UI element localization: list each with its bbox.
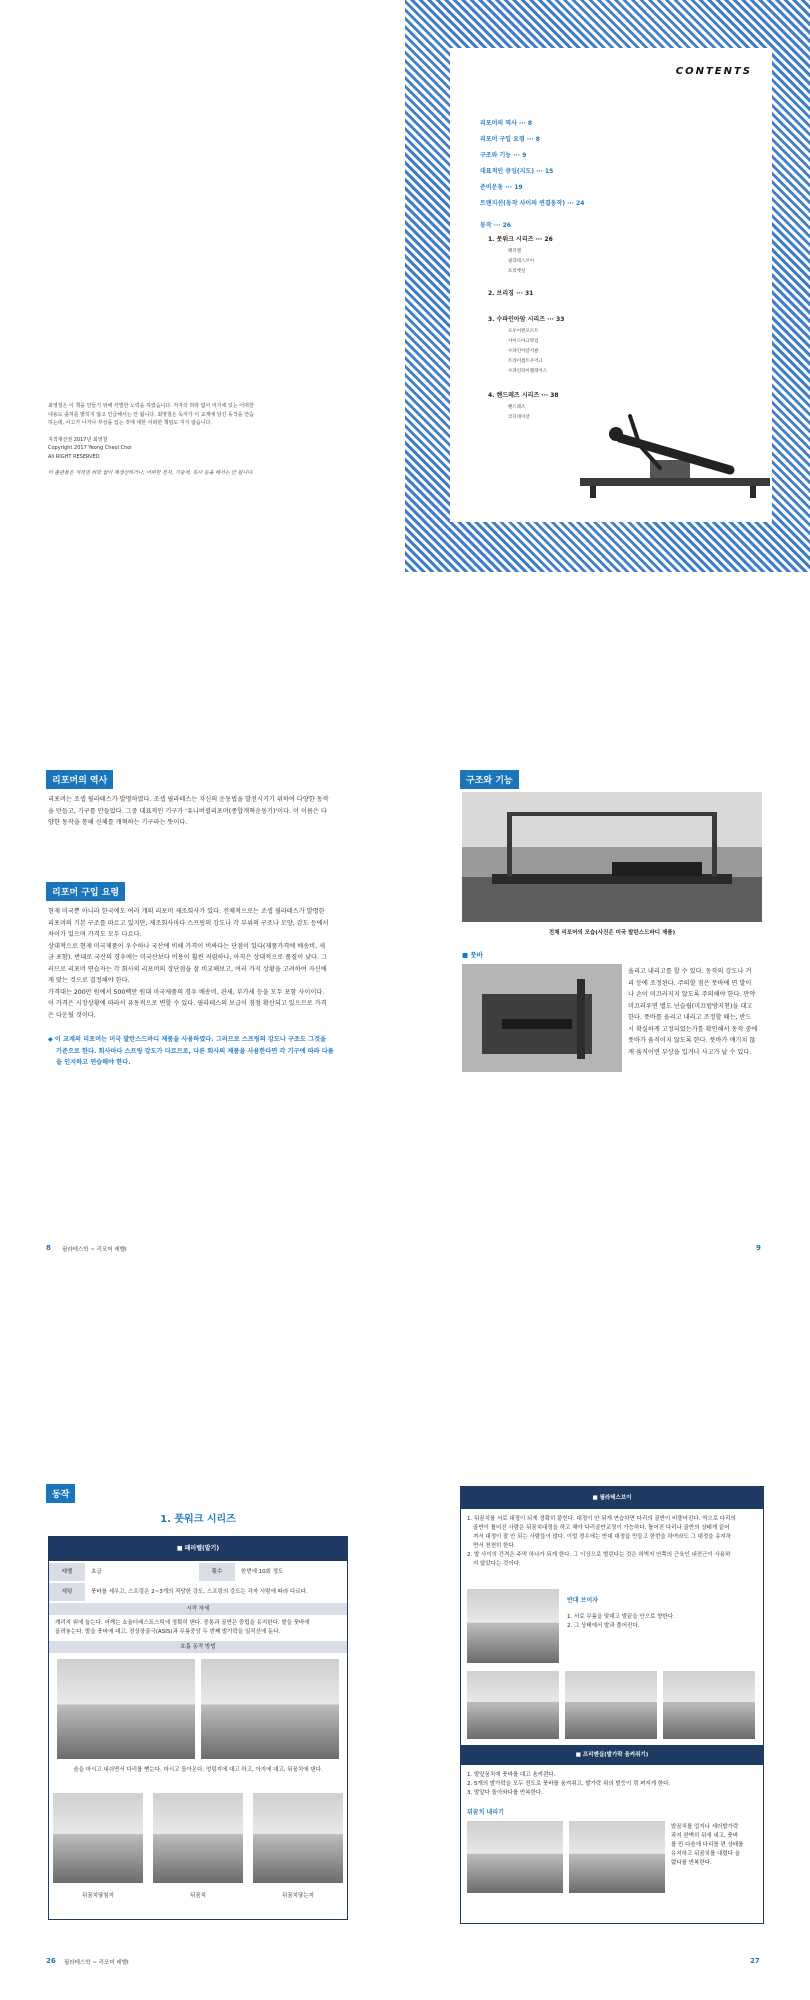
footbar-line: 올리고 내리고를 할 수 있다. 동작의 강도나 거 <box>628 968 752 975</box>
heel-photo-2 <box>569 1821 665 1893</box>
pilates-side-plank-photo <box>580 408 770 498</box>
breath-label: 호흡 동작 방법 <box>49 1641 347 1653</box>
foot-caption: 뒤꿈치닿는지 <box>282 1893 314 1899</box>
prehensile-photo-3 <box>663 1671 755 1739</box>
parallel-table-title: ■ 패러렐(발기) <box>49 1537 347 1561</box>
footbar-line: 한다. 풋바를 올리고 내리고 조정할 때는, 반드 <box>628 1014 752 1021</box>
spacer <box>48 461 348 469</box>
parallel-photo-end <box>201 1659 339 1759</box>
reverse-v-label: 반대 브이자 <box>567 1597 599 1604</box>
toc-series-item: 수파인아암서클 <box>508 349 539 354</box>
reformer-illustration <box>462 792 762 922</box>
purchase-line: 은 다운될 것이다. <box>48 1011 96 1019</box>
reps-value: 한번에 10회 정도 <box>241 1569 284 1575</box>
start-text <box>55 1619 341 1637</box>
copyright-line: Copyright 2017 Yeong Cheol Choi <box>48 445 132 451</box>
prehensile-title: ■ 프리헨실(발가락 움켜쥐기) <box>461 1745 763 1765</box>
foot-photo-1 <box>53 1793 143 1883</box>
heel-line: 를 민 다음에 다리를 편 상태를 <box>671 1842 744 1848</box>
history-heading: 리포머의 역사 <box>46 770 113 789</box>
purchase-line: 이 가격은 시장상황에 따라서 유동적으로 변할 수 있다. 필라테스의 보급이 점점 확산되고 있으므로 가격 <box>48 1000 327 1007</box>
footbar-text <box>628 966 768 1058</box>
heel-line: 발꿈치를 업지나 세러발가락 <box>671 1824 739 1830</box>
copyright-line: 지적재산권 2017년 최영철 <box>48 436 108 443</box>
series-title: 1. 풋워크 시리즈 <box>160 1514 236 1525</box>
pilates-v-line: 골반이 틀어진 사람은 뒤꿈치대정을 하고 해야 다리골반교정이 가능하다. 틀어진 다리나 골반의 상태게 끝어 <box>473 1525 730 1531</box>
foot-photo-2 <box>153 1793 243 1883</box>
prehensile-photo-2 <box>565 1671 657 1739</box>
movements-heading: 동작 <box>46 1484 75 1503</box>
parallel-table <box>48 1536 348 1920</box>
footbar-line: 나 손이 미끄러지지 않도록 주의해야 한다. 만약 <box>628 991 756 998</box>
purchase-note <box>48 1034 388 1069</box>
note-line: 기준으로 한다. 회사마다 스프링 강도가 다르므로, 다른 회사의 제품을 사용한다면 각 기구에 따라 다름 <box>56 1047 334 1055</box>
foot-caption: 뒤꿈치닿침지 <box>82 1893 114 1899</box>
toc-series: 4. 핸드레즈 시리즈 ··· 38 <box>488 392 559 399</box>
footer-title: 필라테스학 ~ 리포머 레벨I <box>62 1247 127 1253</box>
purchase-line: 현재 미국뿐 아니라 한국에도 여러 개의 리포머 제조회사가 있다. 전체적으로는 조셉 필라테스가 발명한 <box>48 908 325 915</box>
spacer <box>48 428 348 436</box>
pilates-v-panel <box>460 1486 764 1924</box>
heel-line: 유지하고 뒤꿈치를 내렸다 올 <box>671 1851 741 1857</box>
structure-heading: 구조와 기능 <box>460 770 519 789</box>
pilates-v-line: 1. 뒤꿈치를 서로 대정이 되게 정확히 붙힌다. 대정이 안 되게 연습하면 다리의 골반이 비뚤어진다. 역으로 다리의 <box>467 1516 736 1522</box>
copyright-warning: 이 출판물은 저작권 허락 없이 재생산하거나, 어떠한 전자, 기술적, 복사 등을 해서는 안 됩니다. <box>48 470 254 476</box>
copyright-notice <box>48 402 348 478</box>
prehensile-photo-1 <box>467 1671 559 1739</box>
toc-series-item: 코디네이션 <box>508 415 530 420</box>
toc-item: 준비운동 ··· 19 <box>480 184 523 191</box>
prehensile-step: 3. 발앞다 돌아와다를 반복한다. <box>467 1790 543 1796</box>
history-text <box>48 794 388 829</box>
level-value: 초급 <box>91 1569 102 1575</box>
setting-label: 세팅 <box>49 1583 85 1601</box>
toc-series: 3. 수파인아암 시리즈 ··· 33 <box>488 316 565 323</box>
start-line: 올려놓는다. 발을 풋바에 대고, 전상장골극(ASIS)과 무릎중앙 두 번째 발가락을 일직선에 둔다. <box>55 1629 281 1635</box>
prehensile-step: 2. 5개의 발가락을 모두 전도로 풋바를 움켜쥐고, 발가락 위의 발등이 꺾 펴지게 한다. <box>467 1781 671 1787</box>
setting-value: 풋바를 세우고, 스프링은 2~3개의 적당한 강도, 스프링의 강도는 각자 사람에 따라 다르다. <box>91 1589 308 1595</box>
reverse-v-step: 1. 서로 무릎을 맞대고 발끝을 안으로 향한다. <box>567 1614 675 1620</box>
toc-item: 대표적인 큐잉(지도) ··· 15 <box>480 168 554 175</box>
purchase-line: 차이가 있으며 가격도 모두 다르다. <box>48 931 142 938</box>
footbar-line: 리 등에 조정된다. 주의할 점은 풋바에 면 발이 <box>628 979 752 987</box>
toc-series-item: 트라이셉트우어크 <box>508 359 543 364</box>
contents-title: CONTENTS <box>675 66 752 77</box>
breath-caption: 숨을 마시고 내쉬면서 다리를 뻗는다. 마시고 돌아온다. 엉덩지에 대고 하고, 아지에 대고, 뒤꿈치에 댄다. <box>73 1767 323 1773</box>
toc-item: 구조와 기능 ··· 9 <box>480 152 527 159</box>
toc-movements: 동작 ··· 26 <box>480 222 511 229</box>
purchase-line: 상대적으로 현재 미국제품이 우수하나 국산에 비해 가격이 비싸다는 단점이 있다(제품가격에 배송비, 세 <box>48 942 326 950</box>
level-label: 레벨 <box>49 1563 85 1581</box>
purchase-text <box>48 906 388 1021</box>
toc-series-item: 패러렐 <box>508 249 522 254</box>
toc-item: 리포머 구입 요령 ··· 8 <box>480 136 540 143</box>
toc-series-item: 프리헷실 <box>508 269 526 274</box>
pilates-v-line: 지 않았다는 것이다. <box>473 1561 521 1567</box>
pilates-v-line: 2. 발 사이의 간격은 주먹 하나가 되게 한다. 그 이상으로 벌린다는 것은 허벅지 안쪽의 근육인 내전근이 사용하 <box>467 1552 731 1558</box>
contents-panel <box>450 48 772 522</box>
heel-label: 뒤꿈치 내리기 <box>467 1809 504 1816</box>
reverse-v-step: 2. 그 상태에서 발과 풀어진다. <box>567 1623 640 1629</box>
page-number-left: 26 <box>46 1957 56 1965</box>
copyright-line: 내용도 출처를 밝히지 않고 인급해서는 안 됩니다. 최영철은 독자가 이 교재에 담긴 동작을 연습 <box>48 411 254 418</box>
toc-series-item: 수파인라이펠레이스 <box>508 369 548 374</box>
history-line: 양한 동작을 통해 신체를 개혁하는 기구라는 뜻이다. <box>48 819 188 826</box>
toc-series: 2. 브리징 ··· 31 <box>488 290 534 297</box>
prehensile-steps <box>467 1771 759 1798</box>
reps-label: 횟수 <box>199 1563 235 1581</box>
footbar-line: 게 움직이면 부상을 입거나 사고가 날 수 있다. <box>628 1048 752 1056</box>
toc-item: 트랜지션(동작 사이의 연결동작) ··· 24 <box>480 200 585 207</box>
heel-text <box>671 1823 759 1868</box>
history-line: 을 만들고, 기구를 만들었다. 그중 대표적인 기구가 '유니버셜리포머(종합개혁운동기)'이다. 이 이름은 다 <box>48 807 327 815</box>
foot-photo-3 <box>253 1793 343 1883</box>
history-line: 리포머는 조셉 필라테스가 발명하였다. 조셉 필라테스는 자신의 운동법을 발전시키기 위하여 다양한 동작 <box>48 796 329 803</box>
start-line: 캐리지 위에 눕는다. 어깨는 쇼울더레스트스틱에 정확히 댄다. 중통과 골반은 중립을 유지한다. 발을 풋바에 <box>55 1620 310 1626</box>
structure-caption: 전체 리포머의 모습(사진은 미국 발란스드바디 제품) <box>548 930 676 936</box>
pilates-v-line: 면서 천천히 한다. <box>473 1543 516 1549</box>
purchase-line: 가격대는 200만 원에서 500백만 원대 미국제품의 경우 배송비, 관세, 부가세 등을 모두 포함 사이이다. <box>48 988 325 996</box>
footbar-line: 미끄러우면 별도 넌슬립(미끄럼방지천)을 대고 <box>628 1002 753 1010</box>
footbar-illustration <box>462 964 622 1072</box>
pilates-v-line: 져서 대정이 잘 안 되는 사람들이 많다. 이럴 경우에는 반대 대정을 만들고 한번을 하여라도 그 대정을 유지하 <box>473 1534 732 1540</box>
pilates-v-photo <box>467 1589 559 1663</box>
parallel-photo-start <box>57 1659 195 1759</box>
note-line: 을 인지하고 연습해야 한다. <box>56 1059 131 1066</box>
reformer-photo <box>462 792 762 922</box>
start-label: 시작 자세 <box>49 1603 347 1615</box>
purchase-line: 게 맞는 것으로 결정해야 한다. <box>48 977 130 984</box>
toc-series-item: 필라테스브이 <box>508 259 535 264</box>
page-number-right: 27 <box>750 1957 760 1965</box>
foot-caption: 뒤꿈치 <box>190 1893 206 1899</box>
copyright-line: 하는데, 사고가 나거나 부상을 입는 것에 대한 어떠한 책임도 지지 않습니다. <box>48 420 212 426</box>
pilates-v-title: ■ 필라테스브이 <box>461 1487 763 1509</box>
toc-item: 리포머의 역사 ··· 8 <box>480 120 533 127</box>
page-number-left: 8 <box>46 1244 51 1252</box>
footbar-photo <box>462 964 622 1072</box>
footer-title: 필라테스학 ~ 리포머 레벨I <box>64 1960 129 1966</box>
purchase-line: 금 포함). 반대로 국산의 경우에는 미국산보다 비용이 훨씬 저렴하나, 아직은 상대적으로 품질이 낮다. 그 <box>48 954 327 961</box>
prehensile-step: 1. 발앞꿈치에 풋바를 대고 움켜쥔다. <box>467 1772 556 1778</box>
toc-series-item: 포우어엔포르트 <box>508 329 539 334</box>
purchase-line: 러므로 리포머 연습자는 각 회사의 리포머의 장단점을 잘 비교해보고, 여러 가지 상황을 고려하여 자신에 <box>48 965 327 973</box>
toc-series-item: 사이드아크락업 <box>508 339 539 344</box>
footbar-heading: ■ 풋바 <box>462 951 483 959</box>
purchase-heading: 리포머 구입 요령 <box>46 882 125 901</box>
pilates-v-text <box>467 1515 759 1569</box>
heel-photo-1 <box>467 1821 563 1893</box>
footbar-line: 시 확실하게 고정되었는가를 확인해서 동작 중에 <box>628 1025 758 1033</box>
copyright-line: All RIGHT RESERVED <box>48 453 100 460</box>
toc-series: 1. 풋워크 시리즈 ··· 26 <box>488 236 553 243</box>
footbar-line: 풋바가 움직이지 않도록 한다. 풋바가 얘기치 않 <box>628 1037 756 1044</box>
heel-line: 렸다를 반복한다. <box>671 1860 712 1866</box>
page-number-right: 9 <box>756 1244 761 1252</box>
reverse-v-steps <box>567 1613 757 1631</box>
note-line: ◆ 이 교재의 리포머는 미국 발란스드바디 제품을 사용하였다. 그러므로 스프링의 강도나 구조도 그것을 <box>48 1036 327 1043</box>
heel-line: 과지 완벽히 뒤에 대고, 풋바 <box>671 1833 739 1839</box>
purchase-line: 리포머의 기본 구조를 따르고 있지만, 제조회사마다 스프링의 강도나 각 부위의 구조나 모양, 감도 등에서 <box>48 919 329 927</box>
copyright-line: 최영철은 이 책을 만들기 위해 각별한 노력을 하였습니다. 저자의 허락 없이 여기에 있는 어떠한 <box>48 403 254 409</box>
toc-series-item: 핸드레즈 <box>508 405 526 410</box>
